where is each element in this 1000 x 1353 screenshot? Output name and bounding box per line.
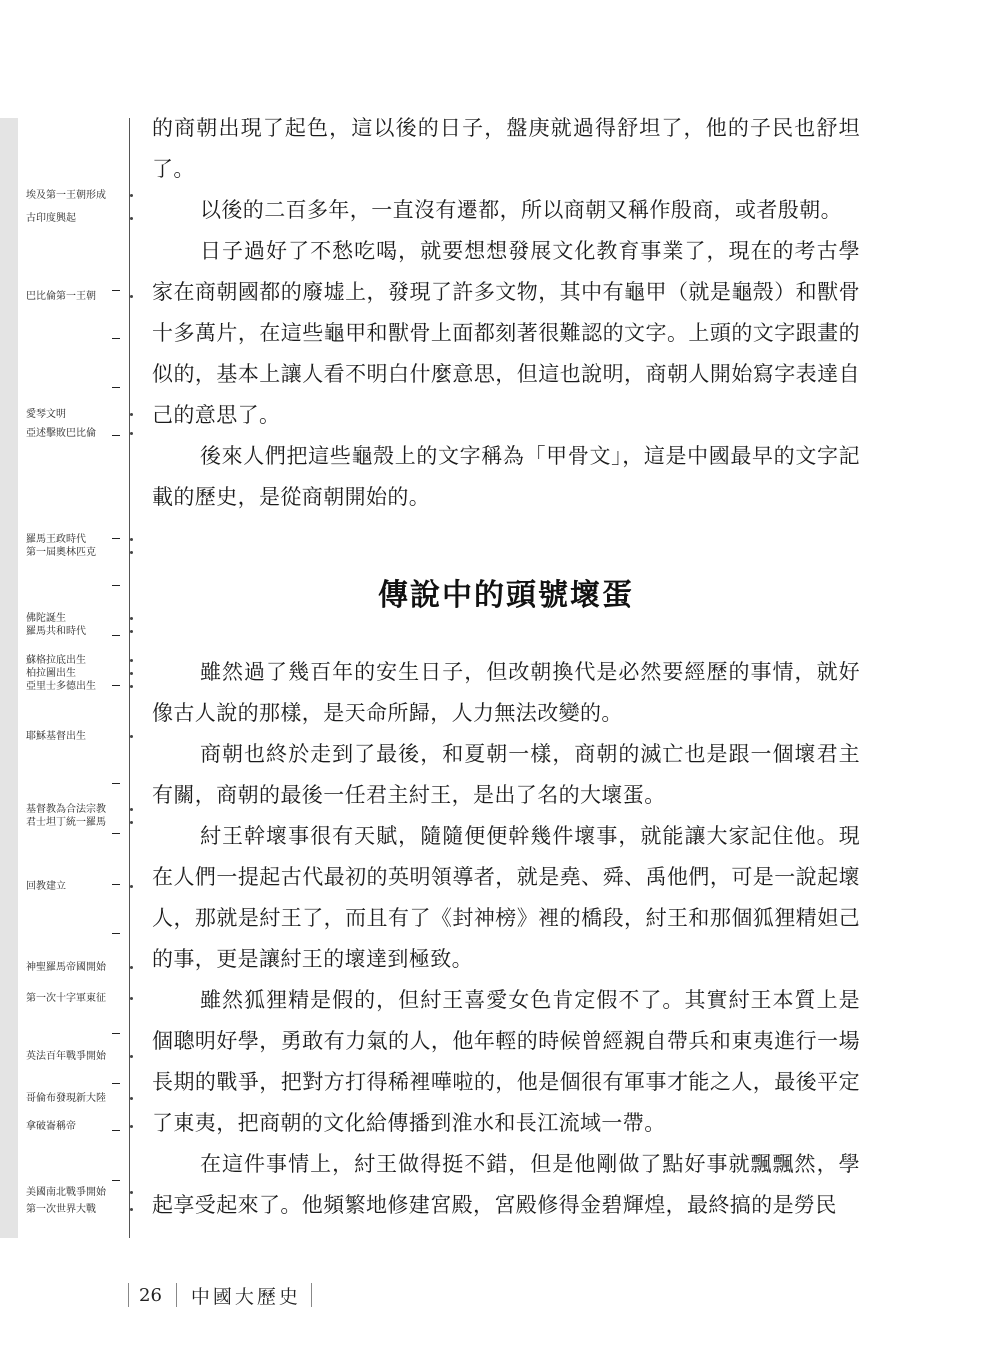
timeline-event-label: 第一屆奧林匹克 <box>26 547 96 558</box>
timeline-marker-dot <box>130 1191 133 1194</box>
timeline-marker-dot <box>130 808 133 811</box>
timeline-event-label: 柏拉圖出生 <box>26 668 76 679</box>
paragraph-4: 後來人們把這些龜殼上的文字稱為「甲骨文」，這是中國最早的文字記載的歷史，是從商朝開始的。 <box>152 444 860 509</box>
timeline-marker-dot <box>130 551 133 554</box>
timeline-tick <box>112 783 120 784</box>
timeline-tick <box>112 1130 120 1131</box>
timeline-event-label: 亞里士多德出生 <box>26 681 96 692</box>
timeline-tick <box>112 1180 120 1181</box>
timeline-tick <box>112 685 120 686</box>
timeline-marker-dot <box>130 966 133 969</box>
paragraph-5: 雖然過了幾百年的安生日子，但改朝換代是必然要經歷的事情，就好像古人說的那樣，是天命所歸，人力無法改變的。 <box>152 660 860 725</box>
timeline-marker-dot <box>130 672 133 675</box>
timeline-marker-dot <box>130 885 133 888</box>
timeline-marker-dot <box>130 432 133 435</box>
timeline-axis <box>129 118 130 1238</box>
timeline-marker-dot <box>130 217 133 220</box>
paragraph-6: 商朝也終於走到了最後，和夏朝一樣，商朝的滅亡也是跟一個壞君主有關，商朝的最後一任君主紂王，是出了名的大壞蛋。 <box>152 742 860 807</box>
page-footer <box>128 1280 312 1310</box>
timeline-tick <box>112 538 120 539</box>
timeline-event-label: 美國南北戰爭開始 <box>26 1187 106 1198</box>
page-number: 26 <box>139 1284 162 1306</box>
paragraph-2: 以後的二百多年，一直沒有遷都，所以商朝又稱作殷商，或者殷朝。 <box>200 198 842 222</box>
timeline-tick <box>112 387 120 388</box>
footer-divider <box>311 1283 312 1307</box>
timeline-event-label: 回教建立 <box>26 881 66 892</box>
timeline-event-label: 拿破崙稱帝 <box>26 1121 76 1132</box>
timeline-marker-dot <box>130 685 133 688</box>
timeline-marker-dot <box>130 659 133 662</box>
timeline-event-label: 蘇格拉底出生 <box>26 655 86 666</box>
timeline-marker-dot <box>130 538 133 541</box>
timeline-marker-dot <box>130 997 133 1000</box>
timeline-marker-dot <box>130 413 133 416</box>
timeline-tick <box>112 1083 120 1084</box>
timeline-event-label: 古印度興起 <box>26 213 76 224</box>
timeline-marker-dot <box>130 295 133 298</box>
timeline-tick <box>112 585 120 586</box>
paragraph-1: 的商朝出現了起色，這以後的日子，盤庚就過得舒坦了，他的子民也舒坦了。 <box>152 116 860 181</box>
paragraph-8: 雖然狐狸精是假的，但紂王喜愛女色肯定假不了。其實紂王本質上是個聰明好學，勇敢有力氣的人，他年輕的時候曾經親自帶兵和東夷進行一場長期的戰爭，把對方打得稀裡嘩啦的，他是個很有軍事才能之人，最後平定了東夷，把商朝的文化給傳播到淮水和長江流域一帶。 <box>152 988 860 1135</box>
timeline-event-label: 羅馬王政時代 <box>26 534 86 545</box>
timeline-tick <box>112 884 120 885</box>
timeline-marker-dot <box>130 617 133 620</box>
timeline-tick <box>112 635 120 636</box>
timeline-event-label: 第一次十字軍東征 <box>26 993 106 1004</box>
paragraph-3: 日子過好了不愁吃喝，就要想想發展文化教育事業了，現在的考古學家在商朝國都的廢墟上，發現了許多文物，其中有龜甲（就是龜殼）和獸骨十多萬片，在這些龜甲和獸骨上面都刻著很難認的文字。上頭的文字跟畫的似的，基本上讓人看不明白什麼意思，但這也說明，商朝人開始寫字表達自己的意思了。 <box>152 239 860 427</box>
timeline-tick <box>112 435 120 436</box>
timeline-marker-dot <box>130 630 133 633</box>
section-title: 傳說中的頭號壞蛋 <box>378 578 634 613</box>
book-title: 中國大歷史 <box>190 1285 301 1308</box>
timeline-event-label: 神聖羅馬帝國開始 <box>26 962 106 973</box>
timeline-tick <box>112 338 120 339</box>
timeline-event-label: 第一次世界大戰 <box>26 1204 96 1215</box>
timeline-event-label: 巴比倫第一王朝 <box>26 291 96 302</box>
timeline-marker-dot <box>130 821 133 824</box>
timeline-event-label: 基督教為合法宗教 <box>26 804 106 815</box>
timeline-marker-dot <box>130 1097 133 1100</box>
main-text-column <box>152 108 860 1226</box>
timeline-tick <box>112 833 120 834</box>
paragraph-9: 在這件事情上，紂王做得挺不錯，但是他剛做了點好事就飄飄然，學起享受起來了。他頻繁地修建宮殿，宮殿修得金碧輝煌，最終搞的是勞民 <box>152 1152 860 1217</box>
timeline-event-label: 愛琴文明 <box>26 409 66 420</box>
paragraph-7: 紂王幹壞事很有天賦，隨隨便便幹幾件壞事，就能讓大家記住他。現在人們一提起古代最初的英明領導者，就是堯、舜、禹他們，可是一說起壞人，那就是紂王了，而且有了《封神榜》裡的橋段，紂王和那個狐狸精妲己的事，更是讓紂王的壞達到極致。 <box>152 824 860 971</box>
timeline-event-label: 羅馬共和時代 <box>26 626 86 637</box>
timeline-event-label: 佛陀誕生 <box>26 613 66 624</box>
timeline-tick <box>112 933 120 934</box>
history-timeline <box>0 0 140 1353</box>
timeline-marker-dot <box>130 1055 133 1058</box>
timeline-event-label: 君士坦丁統一羅馬 <box>26 817 106 828</box>
timeline-tick <box>112 1033 120 1034</box>
timeline-event-label: 亞述擊敗巴比倫 <box>26 428 96 439</box>
timeline-marker-dot <box>130 194 133 197</box>
timeline-event-label: 哥倫布發現新大陸 <box>26 1093 106 1104</box>
timeline-marker-dot <box>130 735 133 738</box>
timeline-event-label: 耶穌基督出生 <box>26 731 86 742</box>
timeline-tick <box>112 290 120 291</box>
timeline-marker-dot <box>130 1208 133 1211</box>
timeline-event-label: 埃及第一王朝形成 <box>26 190 106 201</box>
timeline-marker-dot <box>130 1125 133 1128</box>
timeline-event-label: 英法百年戰爭開始 <box>26 1051 106 1062</box>
